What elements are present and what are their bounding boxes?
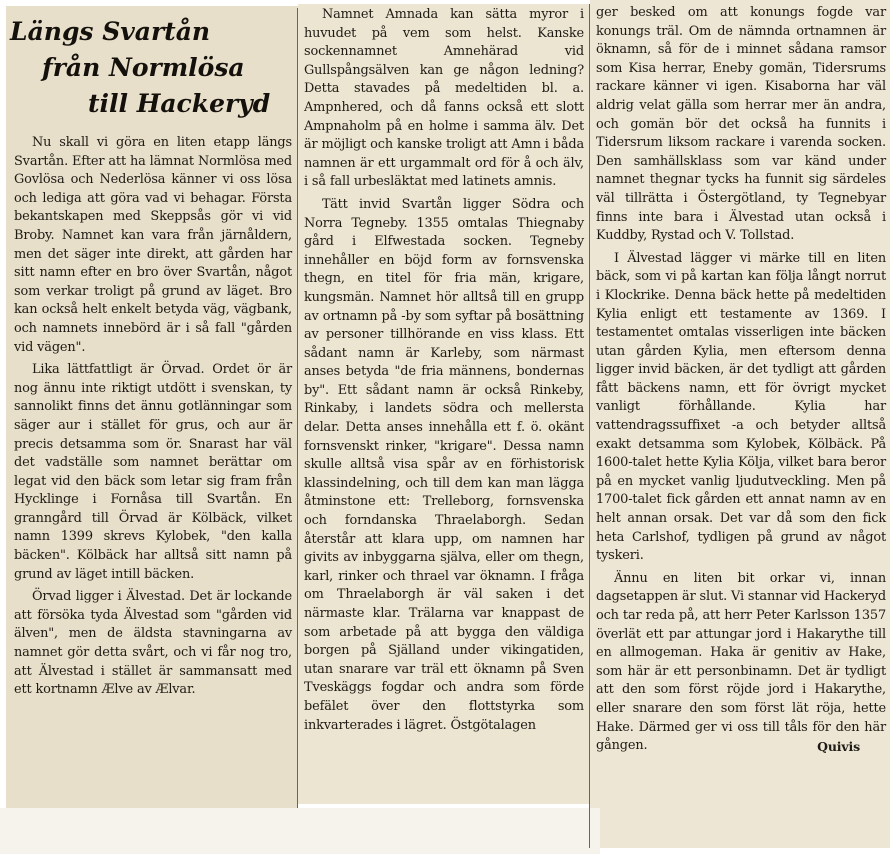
article-column-middle: [304, 6, 584, 735]
column-rule-right: [589, 4, 590, 848]
paragraph: Ännu en liten bit orkar vi, innan dagsetappen är slut. Vi stannar vid Hackeryd och tar reda på, att herr Peter Karlsson 1357 överlät ett par attungar jord i Hakarythe till en allmogeman. Haka är genitiv av Hake, som här är ett personbinamn. Det är tydligt att den som först röjde jord i Hakarythe, eller snarare den som först lät röja, hette Hake. Därmed ger vi oss till tåls för den här gången.: [596, 570, 886, 754]
paragraph: I Älvestad lägger vi märke till en liten bäck, som vi på kartan kan följa långt norrut i Klockrike. Denna bäck hette på medeltiden Kylia enligt ett testamente av 1369. I testamentet omtalas visserligen inte bäcken utan gården Kylia, men eftersom denna ligger invid bäcken, är det tydligt att gården fått bäckens namn, ett för övrigt mycket vanligt förhållande. Kylia har vattendragssuffixet -a och betyder alltså exakt detsamma som Kylobek, Kölbäck. På 1600-talet hette Kylia Kölja, vilket bara beror på en mycket vanlig ljudutveckling. Men på 1700-talet fick gården ett annat namn av en helt annan orsak. Det var då som den fick heta Carlshof, tydligen på grund av något tyskeri.: [596, 250, 886, 564]
paragraph: ger besked om att konungs fogde var konungs träl. Om de nämnda ortnamnen är öknamn, så för de i minnet sådana ramsor som Kisa herrar, Eneby gomän, Tidersrums rackare känner vi igen. Kisaborna har väl aldrig velat gälla som herrar mer än andra, och gomän bör det också ha funnits i Tidersrum liksom rackare i varenda socken. Den samhällsklass som var känd under namnet thegnar tycks ha funnit sig särdeles väl tillrätta i Östergötland, ty Tegnebyar finns inte bara i Älvestad utan också i Kuddby, Rystad och V. Tollstad.: [596, 5, 886, 244]
headline-line-2: från Normlösa: [42, 53, 245, 82]
headline-line-3: till Hackeryd: [88, 89, 271, 118]
paragraph: Örvad ligger i Älvestad. Det är lockande att försöka tyda Älvestad som "gården vid älven", men de äldsta stavningarna av namnet gör detta svårt, och vi får nog tro, att Älvestad i stället är sammansatt med ett kortnamn Ælve av Ælvar.: [14, 589, 292, 698]
article-column-right: [596, 4, 886, 756]
paragraph: Namnet Amnada kan sätta myror i huvudet på vem som helst. Kanske sockennamnet Amnehärad vid Gullspångsälven kan ge någon ledning? Detta stavades på medeltiden bl. a. Ampnhered, och då fanns också ett slott Ampnaholm på en holme i samma älv. Det är möjligt och kanske troligt att Amn i båda namnen är ett urgammalt ord för å och älv, i så fall urbesläktat med latinets amnis.: [304, 7, 584, 190]
article-headline: [6, 14, 288, 126]
headline-line-1: Längs Svartån: [10, 17, 211, 46]
page-background-strip: [0, 808, 600, 854]
article-column-left: [14, 134, 292, 700]
author-signature: Quivis: [817, 738, 860, 754]
paragraph: Tätt invid Svartån ligger Södra och Norra Tegneby. 1355 omtalas Thiegnaby gård i Elfwestada socken. Tegneby innehåller en böjd form av fornsvenska thegn, en titel för fria män, krigare, kungsmän. Namnet hör alltså till en grupp av ortnamn på -by som syftar på bosättning av personer tillhörande en viss klass. Ett sådant namn är Karleby, som närmast anses betyda "de fria männens, bondernas by". Ett sådant namn är också Rinkeby, Rinkaby, i landets södra och mellersta delar. Detta anses innehålla ett f. ö. okänt fornsvenskt rinker, "krigare". Dessa namn skulle alltså visa spår av en förhistorisk klassindelning, och till dem kan man lägga åtminstone ett: Trelleborg, fornsvenska och forndanska Thraelaborgh. Sedan återstår att klara upp, om namnen har givits av inbyggarna själva, eller om thegn, karl, rinker och thrael var öknamn. I fråga om Thraelaborgh är väl saken i det närmaste klar. Trälarna var knappast de som arbetade på att bygga den väldiga borgen på Själland under vikingatiden, utan snarare var träl ett öknamn på Sven Tveskäggs fogdar och andra som förde befälet över den flottstyrka som inkvarterades i lägret. Östgötalagen: [304, 196, 584, 733]
paragraph: Lika lättfattligt är Örvad. Ordet ör är nog ännu inte riktigt utdött i svenskan, ty sannolikt finns det ännu gotlänningar som säger aur i stället för grus, och aur är precis detsamma som ör. Snarast har väl det vadställe som namnet berättar om legat vid den bäck som letar sig fram från Hycklinge i Fornåsa till Svartån. En granngård till Örvad är Kölbäck, vilket namn 1399 skrevs Kylobek, "den kalla bäcken". Kölbäck har alltså sitt namn på grund av läget intill bäcken.: [14, 362, 292, 582]
paragraph: Nu skall vi göra en liten etapp längs Svartån. Efter att ha lämnat Normlösa med Govlösa och Nederlösa känner vi oss lösa och lediga att göra vad vi behagar. Första bekantskapen med Skeppsås gör vi vid Broby. Namnet kan vara från järnåldern, men det säger inte direkt, att gården har sitt namn efter en bro över Svartån, något som verkar troligt på grund av läget. Bro kan också helt enkelt betyda väg, vägbank, och namnets innebörd är i så fall "gården vid vägen".: [14, 135, 292, 355]
column-rule-left: [297, 8, 298, 808]
